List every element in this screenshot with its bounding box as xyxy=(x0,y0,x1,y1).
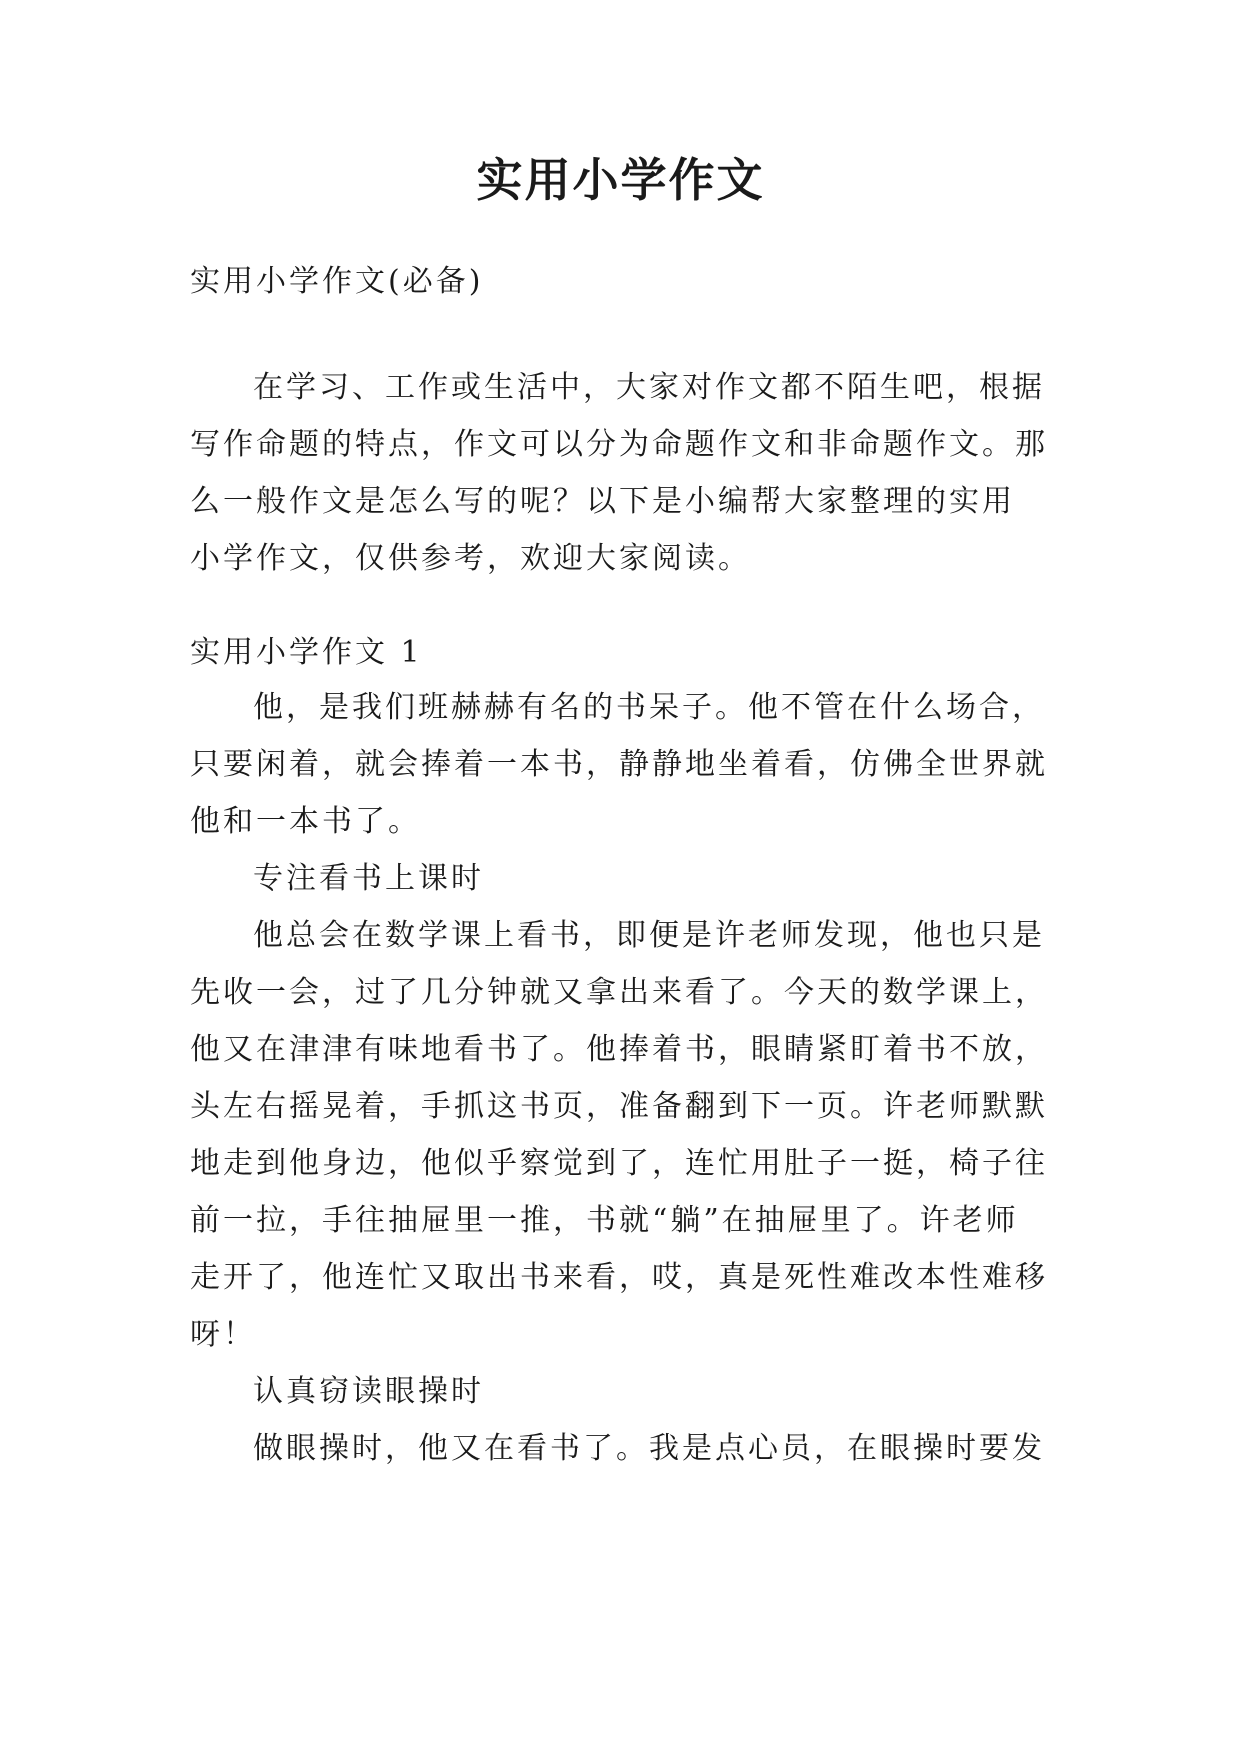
paragraph-line: 前一拉，手往抽屉里一推，书就“躺”在抽屉里了。许老师 xyxy=(190,1203,1019,1238)
document-title: 实用小学作文 xyxy=(476,153,765,207)
intro-line: 写作命题的特点，作文可以分为命题作文和非命题作文。那 xyxy=(190,427,1048,462)
paragraph-line: 头左右摇晃着，手抓这书页，准备翻到下一页。许老师默默 xyxy=(190,1089,1048,1124)
intro-line: 在学习、工作或生活中，大家对作文都不陌生吧，根据 xyxy=(253,370,1045,405)
subheading: 专注看书上课时 xyxy=(253,861,484,896)
document-subtitle: 实用小学作文(必备) xyxy=(190,264,484,299)
paragraph-line: 只要闲着，就会捧着一本书，静静地坐着看，仿佛全世界就 xyxy=(190,747,1048,782)
section-heading: 实用小学作文 1 xyxy=(190,635,423,670)
intro-line: 么一般作文是怎么写的呢？以下是小编帮大家整理的实用 xyxy=(190,484,1015,519)
paragraph-line: 他，是我们班赫赫有名的书呆子。他不管在什么场合， xyxy=(253,690,1045,725)
subheading: 认真窃读眼操时 xyxy=(253,1374,484,1409)
paragraph-line: 做眼操时，他又在看书了。我是点心员，在眼操时要发 xyxy=(253,1431,1045,1466)
paragraph-line: 他和一本书了。 xyxy=(190,804,421,839)
paragraph-line: 他又在津津有味地看书了。他捧着书，眼睛紧盯着书不放， xyxy=(190,1032,1048,1067)
paragraph-line: 他总会在数学课上看书，即便是许老师发现，他也只是 xyxy=(253,918,1045,953)
paragraph-line: 走开了，他连忙又取出书来看，哎，真是死性难改本性难移 xyxy=(190,1260,1048,1295)
intro-line: 小学作文，仅供参考，欢迎大家阅读。 xyxy=(190,541,751,576)
paragraph-line: 地走到他身边，他似乎察觉到了，连忙用肚子一挺，椅子往 xyxy=(190,1146,1048,1181)
paragraph-line: 呀！ xyxy=(190,1317,256,1352)
paragraph-line: 先收一会，过了几分钟就又拿出来看了。今天的数学课上， xyxy=(190,975,1048,1010)
